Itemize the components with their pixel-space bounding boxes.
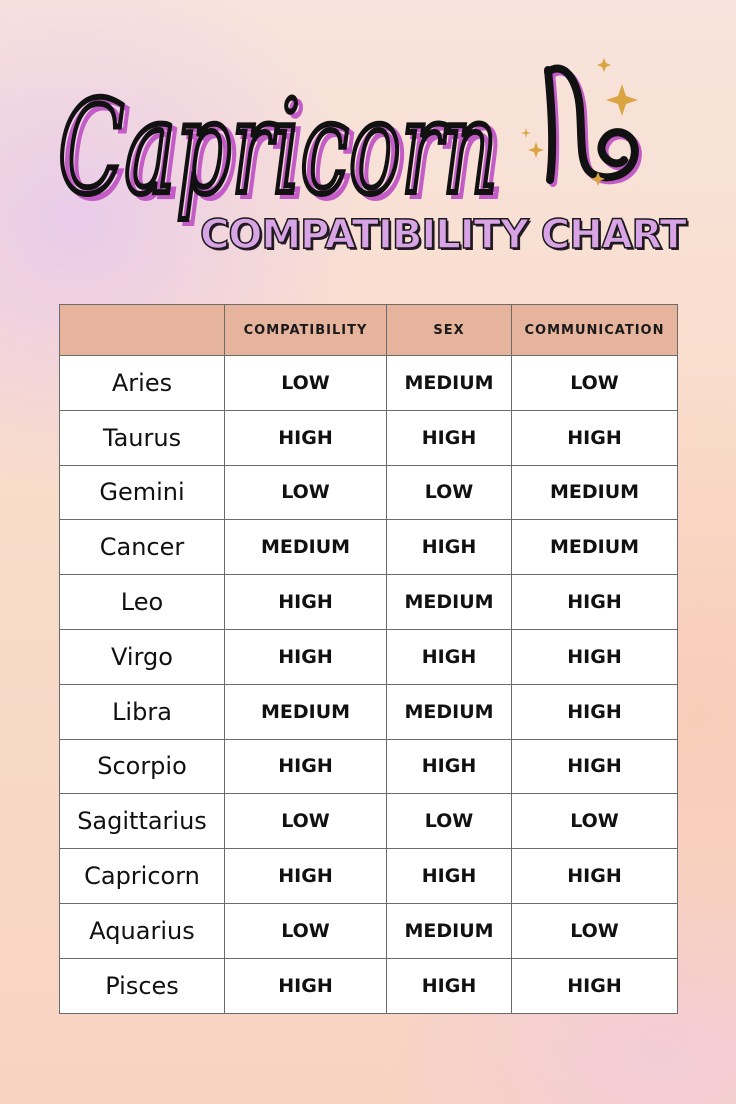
compatibility-cell: HIGH [225,849,387,904]
communication-cell: HIGH [512,849,678,904]
communication-cell: HIGH [512,739,678,794]
communication-cell: HIGH [512,575,678,630]
sign-cell: Sagittarius [60,794,225,849]
communication-cell: HIGH [512,410,678,465]
compatibility-cell: MEDIUM [225,520,387,575]
sign-cell: Leo [60,575,225,630]
capricorn-glyph-shadow-icon [551,71,638,183]
sex-cell: MEDIUM [387,575,512,630]
sex-cell: MEDIUM [387,903,512,958]
compatibility-cell: LOW [225,356,387,411]
sex-cell: MEDIUM [387,356,512,411]
table-row [60,410,678,465]
sign-cell: Aquarius [60,903,225,958]
header-compatibility: COMPATIBILITY [225,305,387,356]
sex-cell: LOW [387,465,512,520]
title-shadow: Capricorn [63,78,503,227]
communication-cell: HIGH [512,958,678,1013]
table-row [60,629,678,684]
table-row [60,520,678,575]
compatibility-table [59,304,678,1014]
table-row [60,684,678,739]
sparkle-tiny-icon [521,128,531,138]
table-row [60,903,678,958]
sex-cell: HIGH [387,958,512,1013]
compatibility-cell: HIGH [225,958,387,1013]
sex-cell: HIGH [387,520,512,575]
sign-cell: Virgo [60,629,225,684]
sparkle-top-icon [597,58,611,72]
table-row [60,958,678,1013]
sex-cell: HIGH [387,849,512,904]
communication-cell: MEDIUM [512,520,678,575]
sparkle-large-icon [606,84,638,116]
table-row [60,739,678,794]
page-subtitle: COMPATIBILITY CHART [200,212,686,258]
communication-cell: LOW [512,903,678,958]
sex-cell: MEDIUM [387,684,512,739]
header-communication: COMMUNICATION [512,305,678,356]
table-header-row [60,305,678,356]
compatibility-cell: HIGH [225,410,387,465]
communication-cell: MEDIUM [512,465,678,520]
table-row [60,465,678,520]
communication-cell: LOW [512,356,678,411]
sign-cell: Taurus [60,410,225,465]
sex-cell: HIGH [387,629,512,684]
sign-cell: Gemini [60,465,225,520]
table-row [60,794,678,849]
compatibility-cell: HIGH [225,629,387,684]
communication-cell: LOW [512,794,678,849]
communication-cell: HIGH [512,684,678,739]
table-row [60,575,678,630]
compatibility-cell: LOW [225,465,387,520]
table-row [60,356,678,411]
compatibility-cell: HIGH [225,739,387,794]
title-text: Capricorn [58,74,498,223]
sex-cell: HIGH [387,410,512,465]
table-row [60,849,678,904]
capricorn-symbol [518,50,648,190]
header-sex: SEX [387,305,512,356]
sex-cell: LOW [387,794,512,849]
compatibility-cell: LOW [225,794,387,849]
sign-cell: Capricorn [60,849,225,904]
compatibility-cell: HIGH [225,575,387,630]
sex-cell: HIGH [387,739,512,794]
sign-cell: Scorpio [60,739,225,794]
sparkle-small-icon [528,142,544,158]
sign-cell: Pisces [60,958,225,1013]
compatibility-cell: MEDIUM [225,684,387,739]
communication-cell: HIGH [512,629,678,684]
header-sign [60,305,225,356]
sign-cell: Cancer [60,520,225,575]
sign-cell: Aries [60,356,225,411]
compatibility-cell: LOW [225,903,387,958]
sign-cell: Libra [60,684,225,739]
